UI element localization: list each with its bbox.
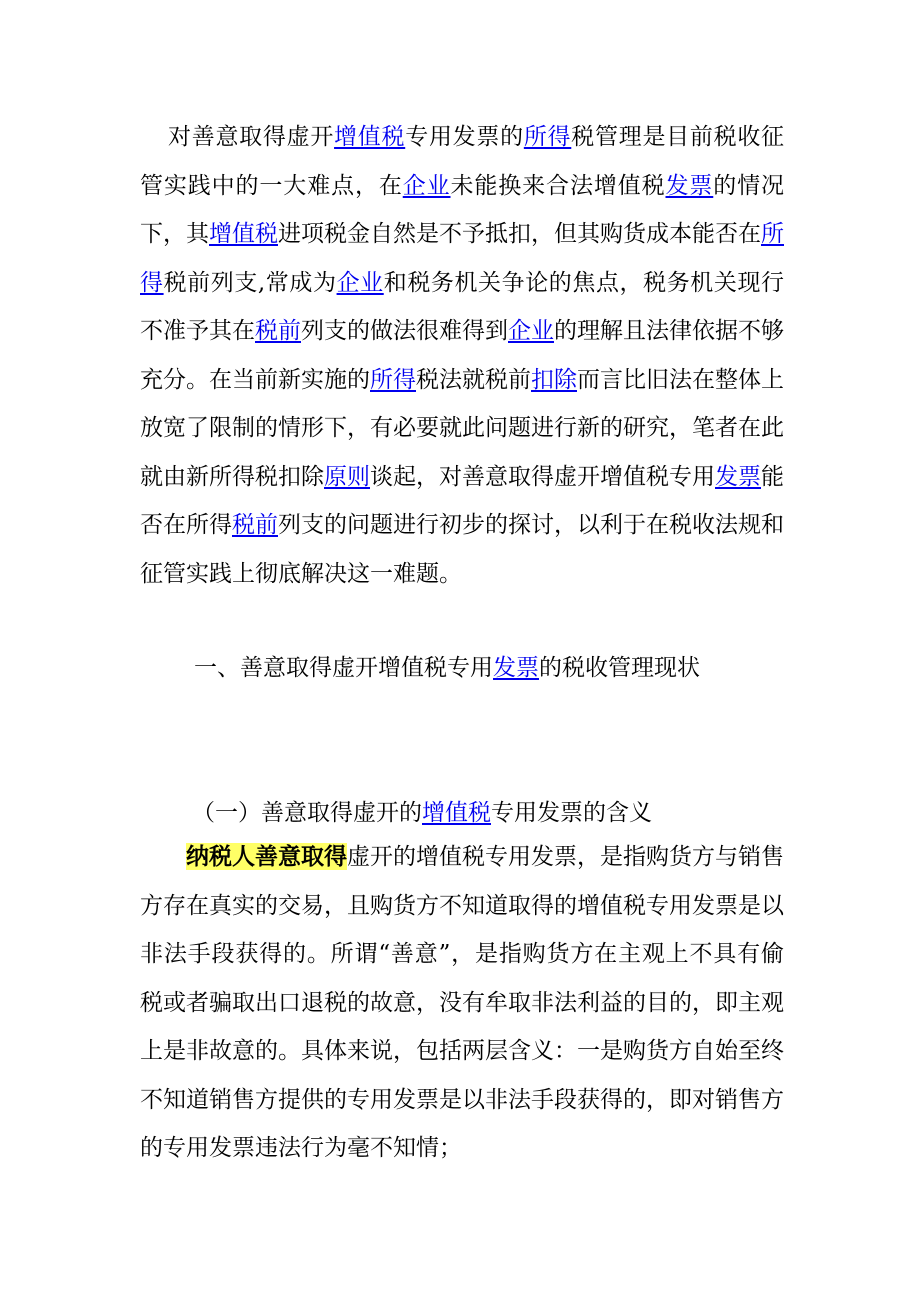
text-run: 能否在所得 — [140, 463, 784, 538]
inline-link[interactable]: 扣除 — [531, 366, 577, 393]
inline-link[interactable]: 所得 — [140, 221, 784, 296]
text-run: 列支的问题进行初步的探讨，以利于在税收法规和征管实践上彻底解决这一难题。 — [140, 512, 784, 587]
section-heading-1 — [140, 648, 700, 688]
text-run: 税前列支,常成为 — [163, 269, 337, 296]
inline-link[interactable]: 税前 — [232, 512, 278, 538]
inline-link[interactable]: 税前 — [255, 318, 301, 344]
inline-link[interactable]: 增值税 — [209, 221, 278, 247]
text-run: 专用发票的含义 — [491, 800, 652, 826]
inline-link[interactable]: 发票 — [715, 463, 761, 490]
text-run: 列支的做法很难得到 — [301, 318, 508, 344]
text-run: 专用发票的 — [405, 124, 524, 150]
inline-link[interactable]: 发票 — [493, 655, 539, 681]
text-run: 的情况下，其 — [140, 172, 785, 247]
inline-link[interactable]: 发票 — [665, 172, 714, 199]
inline-link[interactable]: 所得 — [370, 366, 416, 393]
text-run: 未能换来合法增值税 — [450, 172, 666, 199]
text-run: 谈起，对善意取得虚开增值税专用 — [370, 463, 715, 490]
text-run: 进项税金自然是不予抵扣，但其购货成本能否在 — [278, 221, 761, 247]
inline-link[interactable]: 增值税 — [422, 800, 491, 826]
text-run: 的税收管理现状 — [539, 655, 700, 681]
inline-link[interactable]: 原则 — [324, 463, 370, 490]
inline-link[interactable]: 企业 — [336, 269, 384, 296]
subsection-heading-1 — [140, 793, 652, 833]
text-run: 对善意取得虚开 — [168, 124, 335, 150]
text-run: 的理解且法律依据不够充分。在当前新实施的 — [140, 318, 784, 393]
text-run: 税管理是目前税收征管实践中的一大难点，在 — [140, 124, 785, 199]
intro-paragraph — [140, 113, 784, 598]
text-run: 虚开的增值税专用发票，是指购货方与销售方存在真实的交易，且购货方不知道取得的增值税专用发票是以非法手段获得的。所谓“善意”，是指购货方在主观上不具有偷税或者骗取出口退税的故意，没有牟取非法利益的目的，即主观上是非故意的。具体来说，包括两层含义：一是购货方自始至终不知道销售方提供的专用发票是以非法手段获得的，即对销售方的专用发票违法行为毫不知情； — [140, 844, 784, 1161]
inline-link[interactable]: 企业 — [402, 172, 451, 199]
highlighted-text: 纳税人善意取得 — [186, 843, 347, 870]
inline-link[interactable]: 所得 — [523, 124, 572, 150]
definition-paragraph — [140, 833, 784, 1173]
inline-link[interactable]: 企业 — [508, 318, 554, 344]
text-run: （一）善意取得虚开的 — [192, 800, 422, 826]
text-run: 一、善意取得虚开增值税专用 — [194, 655, 493, 681]
text-run: 而言比旧法在整体上放宽了限制的情形下，有必要就此问题进行新的研究，笔者在此就由新所得税扣除 — [140, 366, 784, 490]
text-run: 税法就税前 — [416, 366, 531, 393]
inline-link[interactable]: 增值税 — [334, 124, 406, 150]
text-run: 和税务机关争论的焦点，税务机关现行不准予其在 — [140, 269, 785, 344]
